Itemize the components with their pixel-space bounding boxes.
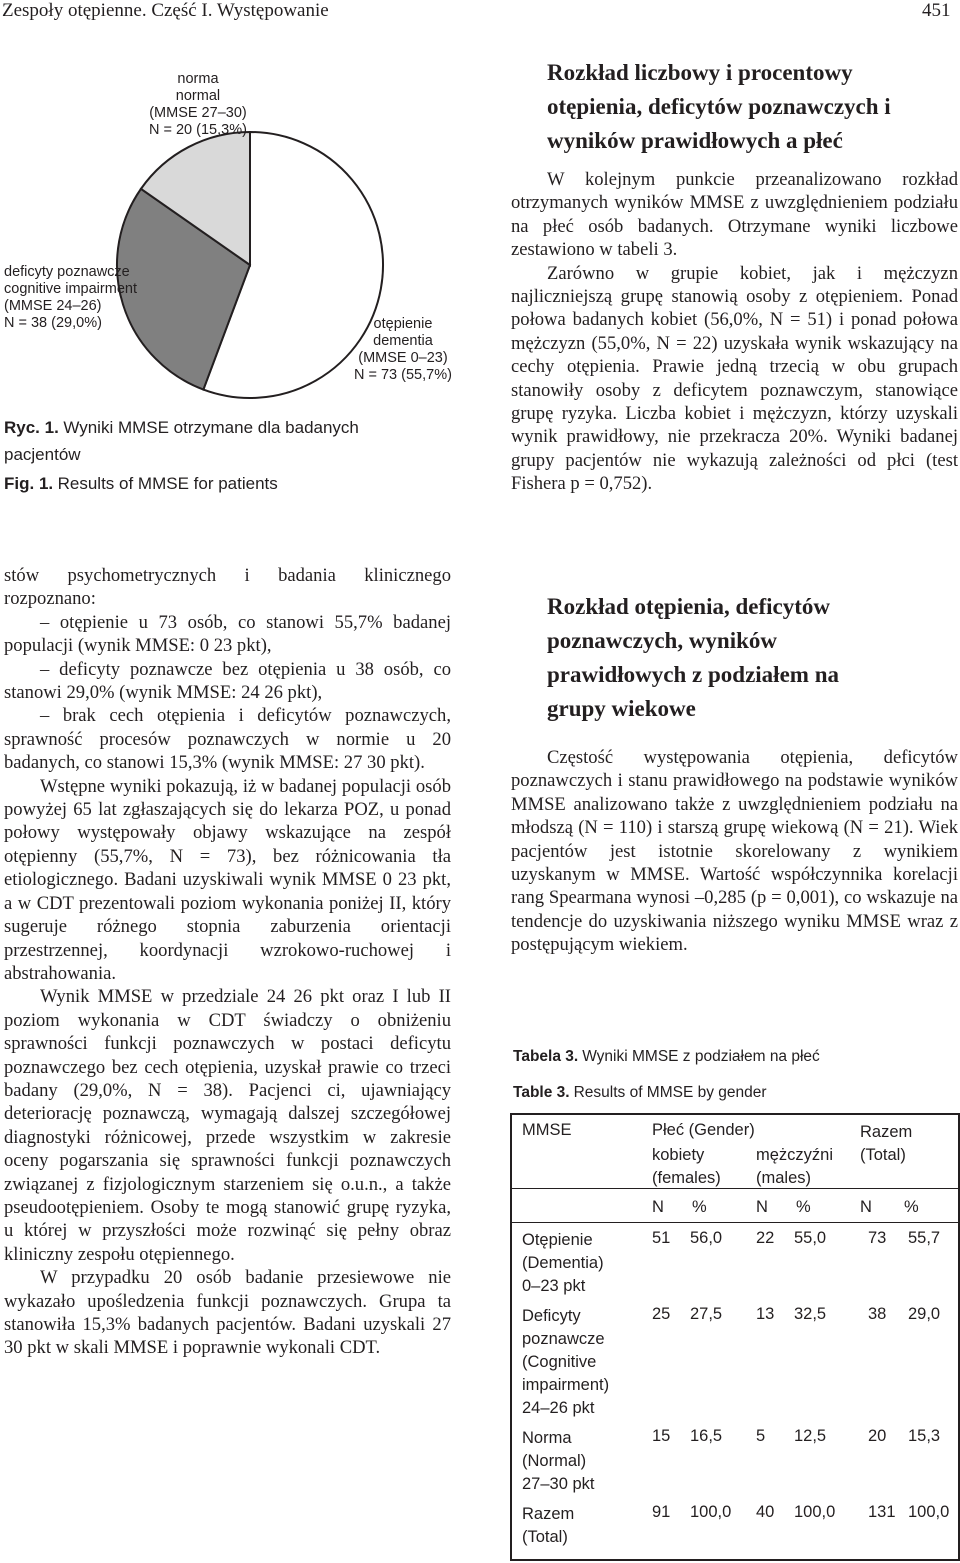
left-para-2: Wstępne wyniki pokazują, iż w badanej populacji osób powyżej 65 lat zgłaszających się do lekarza POZ, u ponad połowy występowały objawy wskazujące na zespół otępienny (55,7%, N = 73), bez różnicowania tła etiologicznego. Badani uzyskiwali wynik MMSE 0 23 pkt, a w CDT prezentowali poziom wykonania poniżej II, który sugeruje różnego stopnia zaburzenia orientacji przestrzennej, koordynacji wzrokowo-ruchowej i abstrahowania. <box>4 775 451 984</box>
table-cell: 16,5 <box>690 1427 723 1445</box>
left-para-1: stów psychometrycznych i badania klinicznego rozpoznano: <box>4 565 451 610</box>
bullet-normal: – brak cech otępienia i deficytów poznawczych, sprawność procesów poznawczych w normie u 20 badanych, co stanowi 15,3% (wynik MMSE: 27 30 pkt). <box>4 705 451 774</box>
table-cell: 29,0 <box>908 1305 941 1323</box>
row-label: Otępienie (Dementia) 0–23 pkt <box>522 1231 604 1295</box>
tabela-text: Wyniki MMSE z podziałem na płeć <box>582 1048 820 1065</box>
table-cell: 100,0 <box>794 1503 836 1521</box>
data-table <box>510 1113 960 1561</box>
table-cell: 22 <box>756 1229 775 1247</box>
ryc-label: Ryc. 1. <box>4 418 59 437</box>
slice-label-cognitive: deficyty poznawcze cognitive impairment (MMSE 24–26) N = 38 (29,0%) <box>4 264 137 331</box>
table-cell: 91 <box>652 1503 671 1521</box>
slice-label-normal: norma normal (MMSE 27–30) N = 20 (15,3%) <box>149 71 247 138</box>
bullet-cognitive: – deficyty poznawcze bez otępienia u 38 osób, co stanowi 29,0% (wynik MMSE: 24 26 pkt), <box>4 658 451 704</box>
right-para-3: Częstość występowania otępienia, deficytów poznawczych i stanu prawidłowego na podstawie wyników MMSE analizowano także z uwzględnieniem podziału na młodszą (N = 110) i starszą grupę wiekową (N = 21). Wiek pacjentów jest istotnie skorelowany z wynikiem uzyskanym w MMSE. Wartość współczynnika korelacji rang Spearmana wynosi –0,285 (p = 0,001), co wskazuje na tendencje do uzyskiwania niższego wyniku MMSE wraz z postępującym wiekiem. <box>511 747 958 956</box>
table-cell: 51 <box>652 1229 671 1247</box>
table-cell: 55,0 <box>794 1229 827 1247</box>
th-mmse: MMSE <box>522 1121 572 1139</box>
bullet-dementia: – otępienie u 73 osób, co stanowi 55,7% badanej populacji (wynik MMSE: 0 23 pkt), <box>4 611 451 657</box>
subheader-cell: % <box>904 1198 919 1216</box>
subheader-cell: N <box>756 1198 768 1216</box>
th-gender: Płeć (Gender) <box>652 1121 755 1139</box>
right-para-2: Zarówno w grupie kobiet, jak i mężczyzn najliczniejszą grupę stanowią osoby z otępieniem. Ponad połowa badanych kobiet (56,0%, N = 51) i ponad połowa mężczyzn (55,0%, N = 22) uzyskała wynik wskazujący na cechy otępienia. Prawie jedną trzecią w obu grupach stanowiły osoby z deficytem poznawczym, stanowiące grupę ryzyka. Liczba kobiet i mężczyzn, którzy uzyskali wynik prawidłowy, nie przekracza 20%. Wyniki badanej grupy pacjentów nie wykazują zależności od płci (test Fishera p = 0,752). <box>511 262 958 495</box>
table-cell: 40 <box>756 1503 775 1521</box>
ryc-text: Wyniki MMSE otrzymane dla badanych pacjentów <box>4 418 359 464</box>
table-cell: 131 <box>868 1503 896 1521</box>
page-number: 451 <box>922 0 951 21</box>
fig-text: Results of MMSE for patients <box>57 474 278 493</box>
subheader-cell: N <box>860 1198 872 1216</box>
left-column <box>4 564 451 1360</box>
table-cell: 5 <box>756 1427 766 1445</box>
subheader-rule <box>512 1222 958 1223</box>
table-cell: 32,5 <box>794 1305 827 1323</box>
running-title: Zespoły otępienne. Część I. Występowanie <box>2 0 329 21</box>
figure-caption-en <box>4 470 278 497</box>
table-cell: 25 <box>652 1305 671 1323</box>
section-heading-age: Rozkład otępienia, deficytów poznawczych, wyników prawidłowych z podziałem na grupy wiekowe <box>547 594 839 721</box>
th-males: mężczyźni (males) <box>756 1146 834 1187</box>
table-cell: 15 <box>652 1427 671 1445</box>
table-text: Results of MMSE by gender <box>573 1084 767 1101</box>
subheader-cell: % <box>796 1198 811 1216</box>
left-para-3: Wynik MMSE w przedziale 24 26 pkt oraz I lub II poziom wykonania w CDT świadczy o obniżeniu sprawności funkcji poznawczych w postaci deficytu poznawczego bez cech otępienia, uzyskał prawie co trzeci badany (29,0%, N = 38). Pacjenci ci, ujawniający deteriorację poznawczą, wymagają dalszej szczegółowej diagnostyki różnicowej, przede wszystkim w zakresie oceny pogarszania się sprawności funkcji poznawczych związanej z fizjologicznym starzeniem się o.u.n., a także pseudootępieniem. Osoby te mogą stanowić grupę ryzyka, u której w przyszłości może rozwinąć się pełny obraz kliniczny zespołu otępiennego. <box>4 986 451 1265</box>
slice-label-dementia: otępienie dementia (MMSE 0–23) N = 73 (55,7%) <box>354 316 452 383</box>
row-label: Deficyty poznawcze (Cognitive impairment) 24–26 pkt <box>522 1307 610 1417</box>
th-total: Razem (Total) <box>860 1123 913 1164</box>
table-caption-pl <box>513 1048 820 1066</box>
table-cell: 100,0 <box>908 1503 950 1521</box>
right-column-bottom <box>511 746 958 957</box>
table-cell: 38 <box>868 1305 887 1323</box>
table-cell: 27,5 <box>690 1305 723 1323</box>
figure-caption-pl <box>4 414 414 468</box>
table-caption-en <box>513 1084 767 1102</box>
table-cell: 55,7 <box>908 1229 941 1247</box>
th-females: kobiety (females) <box>652 1146 721 1187</box>
subheader-cell: % <box>692 1198 707 1216</box>
right-column-top <box>511 168 958 496</box>
table-cell: 13 <box>756 1305 775 1323</box>
table-cell: 15,3 <box>908 1427 941 1445</box>
right-para-1: W kolejnym punkcie przeanalizowano rozkład otrzymanych wyników MMSE z uwzględnieniem podziału na płeć osób badanych. Otrzymane wyniki liczbowe zestawiono w tabeli 3. <box>511 169 958 261</box>
table-cell: 56,0 <box>690 1229 723 1247</box>
subheader-cell: N <box>652 1198 664 1216</box>
table-cell: 20 <box>868 1427 887 1445</box>
table-cell: 12,5 <box>794 1427 827 1445</box>
row-label: Razem (Total) <box>522 1505 575 1546</box>
tabela-label: Tabela 3. <box>513 1048 579 1065</box>
header-rule <box>512 1188 958 1189</box>
table-cell: 73 <box>868 1229 887 1247</box>
fig-label: Fig. 1. <box>4 474 54 493</box>
table-cell: 100,0 <box>690 1503 732 1521</box>
left-para-4: W przypadku 20 osób badanie przesiewowe nie wykazało upośledzenia funkcji poznawczych. Grupa ta stanowiła 15,3% badanych pacjentów. Badani uzyskali 27 30 pkt w skali MMSE i poprawnie wykonali CDT. <box>4 1267 451 1359</box>
table-label: Table 3. <box>513 1084 570 1101</box>
section-heading-gender: Rozkład liczbowy i procentowy otępienia, deficytów poznawczych i wyników prawidłowych a płeć <box>547 60 891 153</box>
row-label: Norma (Normal) 27–30 pkt <box>522 1429 595 1493</box>
